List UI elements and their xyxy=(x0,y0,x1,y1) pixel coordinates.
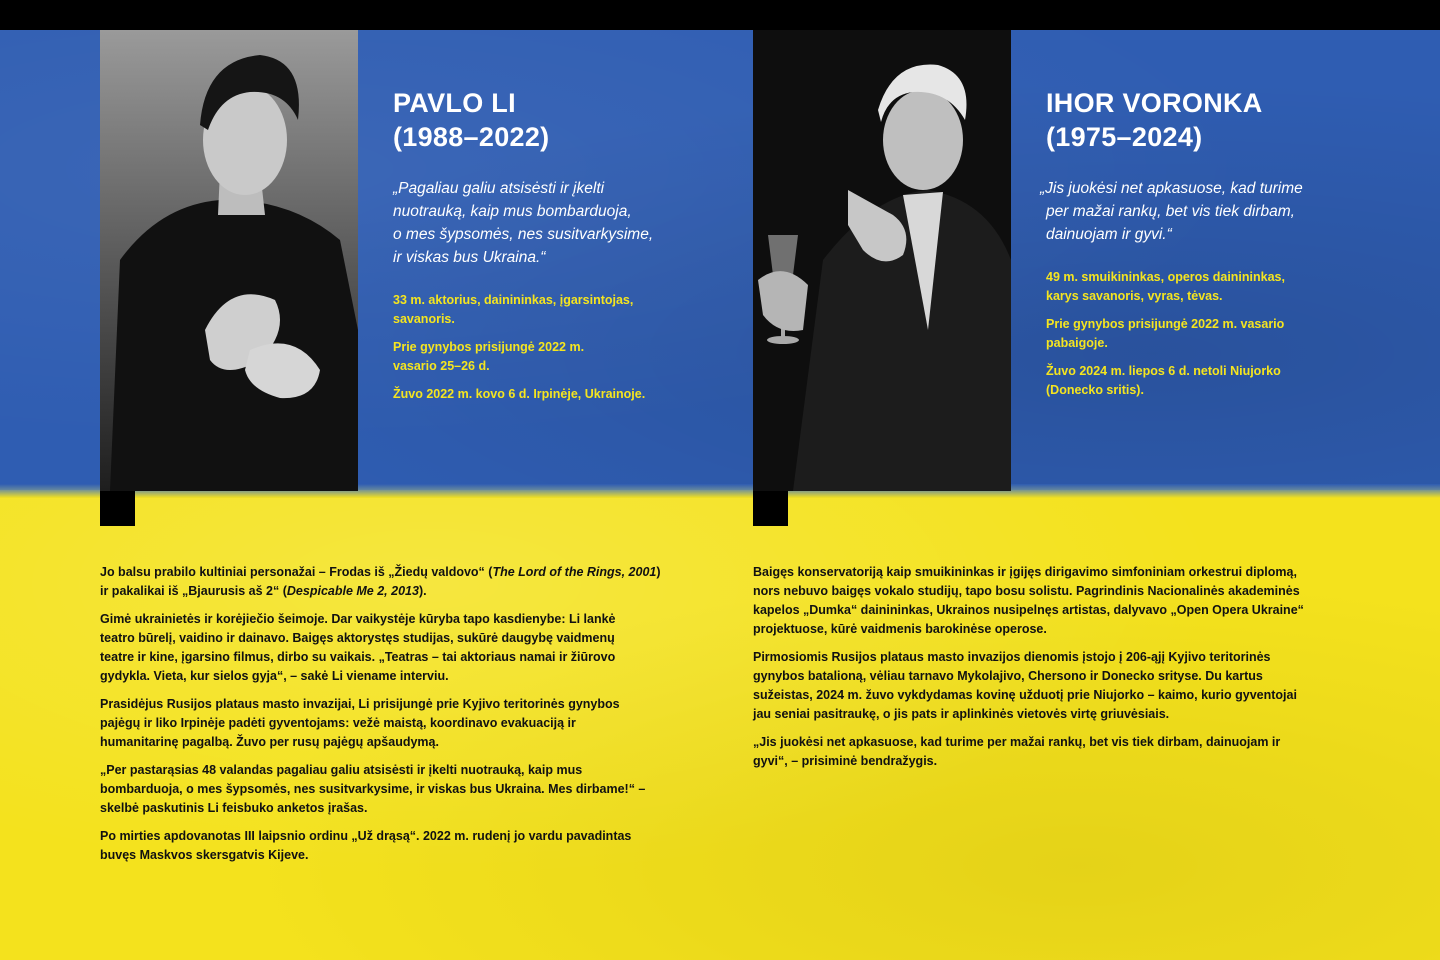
bio-line: kapelos „Dumka“ dainininkas, Ukrainos nusipelnęs artistas, dalyvavo „Open Opera Ukraine“ xyxy=(753,603,1304,617)
pavlo-li-title xyxy=(393,86,549,154)
fact-item xyxy=(1046,362,1285,400)
quote-line: nuotrauką, kaip mus bombarduoja, xyxy=(393,203,632,220)
pavlo-li-biography xyxy=(100,563,700,874)
fact-line: karys savanoris, vyras, tėvas. xyxy=(1046,289,1223,303)
pavlo-li-years: (1988–2022) xyxy=(393,122,550,152)
bio-line: gynybos batalioną, vėliau tarnavo Mykolajivo, Chersono ir Donecko srityse. Du kartus xyxy=(753,669,1263,683)
bio-paragraph xyxy=(100,827,700,865)
fact-line: Žuvo 2022 m. kovo 6 d. Irpinėje, Ukrainoje. xyxy=(393,387,646,401)
bio-line: skelbė paskutinis Li feisbuko anketos įrašas. xyxy=(100,801,368,815)
ihor-voronka-name: IHOR VORONKA xyxy=(1046,88,1263,118)
quote-line: per mažai rankų, bet vis tiek dirbam, xyxy=(1046,203,1295,220)
left-black-square xyxy=(100,491,135,526)
fact-item xyxy=(393,291,645,329)
ihor-voronka-portrait-illustration xyxy=(753,30,1011,491)
bio-line: Pirmosiomis Rusijos plataus masto invazijos dienomis įstojo į 206-ąjį Kyjivo teritorinės xyxy=(753,650,1271,664)
fact-line: pabaigoje. xyxy=(1046,336,1108,350)
bio-paragraph xyxy=(100,563,700,601)
pavlo-li-facts xyxy=(393,291,645,413)
ihor-voronka-title xyxy=(1046,86,1263,154)
fact-item xyxy=(393,338,645,376)
top-black-bar xyxy=(0,0,1440,30)
right-black-square xyxy=(753,491,788,526)
bio-line: Baigęs konservatoriją kaip smuikininkas ir įgijęs dirigavimo simfoniniam orkestrui diplomą, xyxy=(753,565,1297,579)
bio-line: Prasidėjus Rusijos plataus masto invazijai, Li prisijungė prie Kyjivo teritorinės gynybos xyxy=(100,697,620,711)
pavlo-li-photo xyxy=(100,30,358,491)
bio-paragraph xyxy=(100,695,700,752)
bio-line: Po mirties apdovanotas III laipsnio ordinu „Už drąsą“. 2022 m. rudenį jo vardu pavadintas xyxy=(100,829,632,843)
bio-line: humanitarinę pagalbą. Žuvo per rusų pajėgų apšaudymą. xyxy=(100,735,439,749)
bio-line: „Per pastarąsias 48 valandas pagaliau galiu atsisėsti ir įkelti nuotrauką, kaip mus xyxy=(100,763,583,777)
quote-line: „Pagaliau galiu atsisėsti ir įkelti xyxy=(393,180,605,197)
fact-line: Žuvo 2024 m. liepos 6 d. netoli Niujorko xyxy=(1046,364,1281,378)
fact-line: vasario 25–26 d. xyxy=(393,359,490,373)
bio-text: ir pakalikai iš „Bjaurusis aš 2“ ( xyxy=(100,584,287,598)
bio-line: Gimė ukrainietės ir korėjiečio šeimoje. Dar vaikystėje kūryba tapo kasdienybe: Li lankė xyxy=(100,612,616,626)
bio-text: ) xyxy=(656,565,661,579)
pavlo-li-quote xyxy=(393,177,653,269)
bio-line: buvęs Maskvos skersgatvis Kijeve. xyxy=(100,848,309,862)
ihor-voronka-biography xyxy=(753,563,1353,780)
bio-line: sužeistas, 2024 m. žuvo vykdydamas kovinę užduotį prie Niujorko – kaimo, kurio gyventojai xyxy=(753,688,1297,702)
ihor-voronka-years: (1975–2024) xyxy=(1046,122,1203,152)
bio-line: „Jis juokėsi net apkasuose, kad turime per mažai rankų, bet vis tiek dirbam, dainuojam ir xyxy=(753,735,1281,749)
fact-item xyxy=(1046,268,1285,306)
quote-line: o mes šypsomės, nes susitvarkysime, xyxy=(393,226,654,243)
pavlo-li-name: PAVLO LI xyxy=(393,88,516,118)
bio-line: bombarduoja, o mes šypsomės, nes susitvarkysime, ir viskas bus Ukraina. Mes dirbame!“ – xyxy=(100,782,646,796)
fact-item xyxy=(393,385,645,404)
fact-line: 33 m. aktorius, dainininkas, įgarsintojas, xyxy=(393,293,634,307)
bio-paragraph xyxy=(753,733,1353,771)
bio-paragraph xyxy=(100,761,700,818)
quote-line: ir viskas bus Ukraina.“ xyxy=(393,249,546,266)
bio-line: teatre ir kine, įgarsino filmus, dirbo su vaikais. „Teatras – tai aktoriaus namai ir žiūrovo xyxy=(100,650,616,664)
fact-line: savanoris. xyxy=(393,312,455,326)
quote-line: „Jis juokėsi net apkasuose, kad turime xyxy=(1040,180,1303,197)
fact-line: Prie gynybos prisijungė 2022 m. vasario xyxy=(1046,317,1285,331)
bio-line: gydykla. Vieta, kur sielos gyja“, – sakė Li viename interviu. xyxy=(100,669,449,683)
bio-paragraph xyxy=(753,563,1353,639)
bio-paragraph xyxy=(753,648,1353,724)
fact-line: Prie gynybos prisijungė 2022 m. xyxy=(393,340,585,354)
fact-line: 49 m. smuikininkas, operos dainininkas, xyxy=(1046,270,1285,284)
ihor-voronka-quote xyxy=(1040,177,1303,246)
bio-film-title: The Lord of the Rings, 2001 xyxy=(492,565,657,579)
bio-text: Jo balsu prabilo kultiniai personažai – Frodas iš „Žiedų valdovo“ ( xyxy=(100,565,493,579)
bio-line: pajėgų ir liko Irpinėje padėti gyventojams: vežė maistą, koordinavo evakuaciją ir xyxy=(100,716,576,730)
bio-line: jau seniai pasitraukę, o jis pats ir aplinkinės vietovės virtę griuvėsiais. xyxy=(753,707,1170,721)
ihor-voronka-facts xyxy=(1046,268,1285,409)
bio-paragraph xyxy=(100,610,700,686)
bio-film-title: Despicable Me 2, 2013 xyxy=(286,584,419,598)
bio-line: teatro būrelį, vaidino ir dainavo. Baigęs aktorystęs studijas, sukūrė daugybę vaidmenų xyxy=(100,631,615,645)
bio-line: projektuose, kūrė vaidmenis barokinėse operose. xyxy=(753,622,1047,636)
bio-line: nors nebuvo baigęs vokalo studijų, tapo bosu solistu. Pagrindinis Nacionalinės akademinės xyxy=(753,584,1300,598)
fact-item xyxy=(1046,315,1285,353)
quote-line: dainuojam ir gyvi.“ xyxy=(1046,226,1172,243)
bio-line: gyvi“, – prisiminė bendražygis. xyxy=(753,754,938,768)
fact-line: (Donecko sritis). xyxy=(1046,383,1144,397)
bio-text: ). xyxy=(418,584,427,598)
ihor-voronka-photo xyxy=(753,30,1011,491)
pavlo-li-portrait-illustration xyxy=(100,30,358,491)
